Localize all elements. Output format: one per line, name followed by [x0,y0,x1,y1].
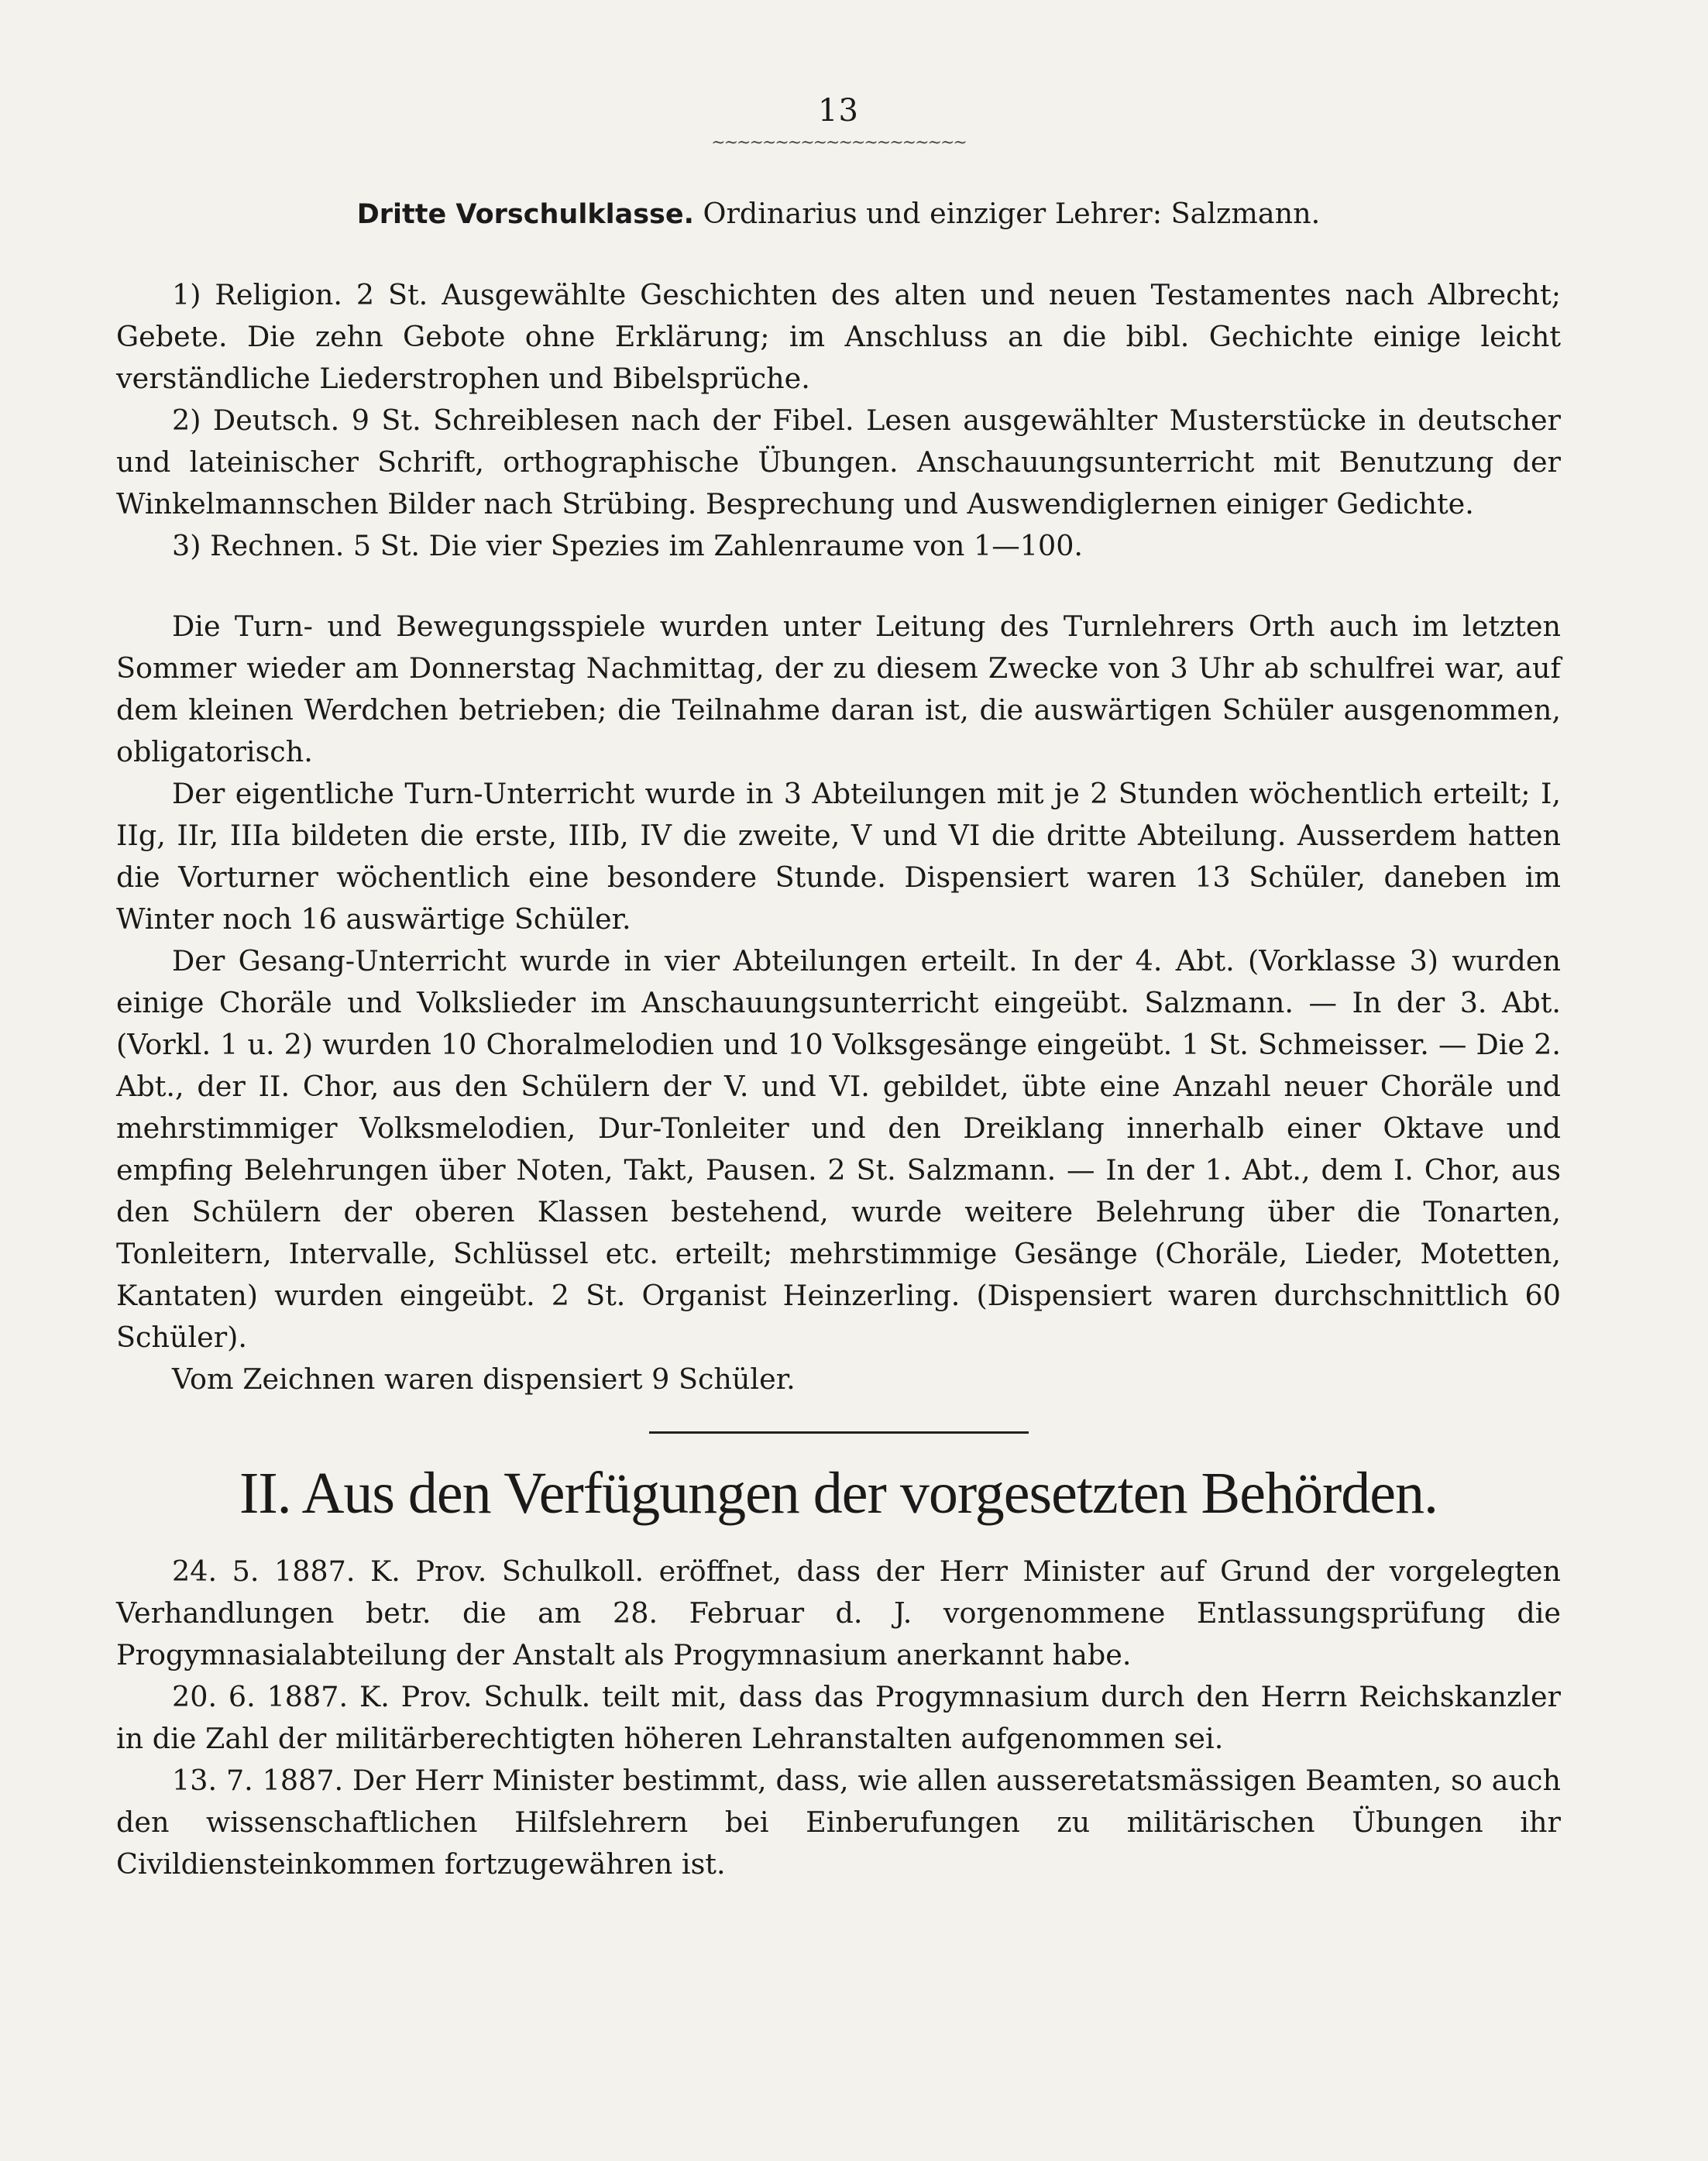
page-number: 13 [818,93,859,129]
verfuegung-2-paragraph: 20. 6. 1887. K. Prov. Schulk. teilt mit, dass das Progymnasium durch den Herrn Reichskanzler in die Zahl der militärberechtigten höheren Lehranstalten aufgenommen sei. [116,1680,1561,1755]
verfuegung-1-paragraph: 24. 5. 1887. K. Prov. Schulkoll. eröffnet, dass der Herr Minister auf Grund der vorgelegten Verhandlungen betr. die am 28. Februar d. J. vorgenommene Entlassungsprüfung die Progymnasialabteilung der Anstalt als Progymnasium anerkannt habe. [116,1555,1561,1671]
vorschulklasse-heading-bold: Dritte Vorschulklasse. [356,199,694,230]
verfuegung-3-paragraph: 13. 7. 1887. Der Herr Minister bestimmt, dass, wie allen ausseretatsmässigen Beamten, so auch den wissenschaftlichen Hilfslehrern bei Einberufungen zu militärischen Übungen ihr Civildiensteinkommen fortzugewähren ist. [116,1764,1561,1881]
deutsch-paragraph: 2) Deutsch. 9 St. Schreiblesen nach der Fibel. Lesen ausgewählter Musterstücke in deutscher und lateinischer Schrift, orthographische Übungen. Anschauungsunterricht mit Benutzung der Winkelmannschen Bilder nach Strübing. Besprechung und Auswendiglernen einiger Gedichte. [116,404,1561,520]
turnunterricht-paragraph: Der eigentliche Turn-Unterricht wurde in 3 Abteilungen mit je 2 Stunden wöchentlich erteilt; I, IIg, IIr, IIIa bildeten die erste, IIIb, IV die zweite, V und VI die dritte Abteilung. Ausserdem hatten die Vorturner wöchentlich eine besondere Stunde. Dispensiert waren 13 Schüler, daneben im Winter noch 16 auswärtige Schüler. [116,777,1561,936]
vorschulklasse-heading-rest: Ordinarius und einziger Lehrer: Salzmann. [693,197,1321,230]
turnspiele-paragraph: Die Turn- und Bewegungsspiele wurden unter Leitung des Turnlehrers Orth auch im letzten Sommer wieder am Donnerstag Nachmittag, der zu diesem Zwecke von 3 Uhr ab schulfrei war, auf dem kleinen Werdchen betrieben; die Teilnahme daran ist, die auswärtigen Schüler ausgenommen, obligatorisch. [116,610,1561,768]
zeichnen-paragraph: Vom Zeichnen waren dispensiert 9 Schüler. [172,1362,796,1396]
rechnen-paragraph: 3) Rechnen. 5 St. Die vier Spezies im Zahlenraume von 1—100. [172,529,1084,562]
gesang-paragraph: Der Gesang-Unterricht wurde in vier Abteilungen erteilt. In der 4. Abt. (Vorklasse 3) wurden einige Choräle und Volkslieder im Anschauungsunterricht eingeübt. Salzmann. — In der 3. Abt. (Vorkl. 1 u. 2) wurden 10 Choralmelodien und 10 Volksgesänge eingeübt. 1 St. Schmeisser. — Die 2. Abt., der II. Chor, aus den Schülern der V. und VI. gebildet, übte eine Anzahl neuer Choräle und mehrstimmiger Volksmelodien, Dur-Tonleiter und den Dreiklang innerhalb einer Oktave und empfing Belehrungen über Noten, Takt, Pausen. 2 St. Salzmann. — In der 1. Abt., dem I. Chor, aus den Schülern der oberen Klassen bestehend, wurde weitere Belehrung über die Tonarten, Tonleitern, Intervalle, Schlüssel etc. erteilt; mehrstimmige Gesänge (Choräle, Lieder, Motetten, Kantaten) wurden eingeübt. 2 St. Organist Heinzerling. (Dispensiert waren durchschnittlich 60 Schüler). [116,944,1561,1354]
page-number-ornament: ~~~~~~~~~~~~~~~~~~~~ [711,133,966,153]
religion-paragraph: 1) Religion. 2 St. Ausgewählte Geschichten des alten und neuen Testamentes nach Albrecht; Gebete. Die zehn Gebote ohne Erklärung; im Anschluss an die bibl. Gechichte einige leicht verständliche Liederstrophen und Bibelsprüche. [116,278,1561,395]
vorschulklasse-heading [116,193,1561,235]
section-divider [649,1431,1029,1434]
section-title: II. Aus den Verfügungen der vorgesetzten Behörden. [239,1461,1438,1526]
